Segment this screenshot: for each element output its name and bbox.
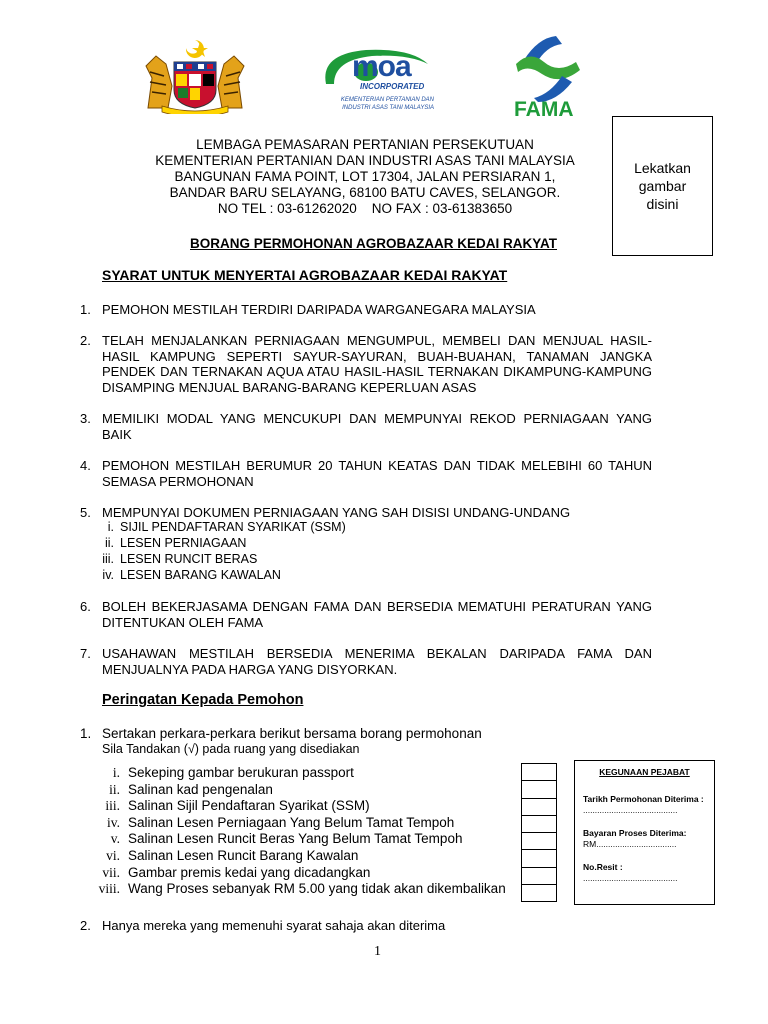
requirement-number: 2. <box>80 333 91 348</box>
requirements-heading: SYARAT UNTUK MENYERTAI AGROBAZAAR KEDAI RAKYAT <box>102 267 508 283</box>
attachment-item: iii. Salinan Sijil Pendaftaran Syarikat (SSM) <box>105 798 370 814</box>
header-line-3: BANGUNAN FAMA POINT, LOT 17304, JALAN PERSIARAN 1, <box>174 169 556 184</box>
requirement-number: 3. <box>80 411 91 426</box>
requirement-item-1 <box>80 302 652 318</box>
header-line-4: BANDAR BARU SELAYANG, 68100 BATU CAVES, SELANGOR. <box>169 185 561 200</box>
attachment-item: vi. Salinan Lesen Runcit Barang Kawalan <box>106 847 359 863</box>
attachment-checkbox[interactable] <box>522 799 556 816</box>
office-use-title: KEGUNAAN PEJABAT <box>599 767 690 777</box>
requirement-text: BOLEH BEKERJASAMA DENGAN FAMA DAN BERSEDIA MEMATUHI PERATURAN YANG DITENTUKAN OLEH FAMA <box>102 599 652 630</box>
attachment-checkbox[interactable] <box>522 850 556 867</box>
receipt-number-field[interactable]: ........................................ <box>583 873 678 883</box>
moa-incorporated: INCORPORATED <box>360 82 425 91</box>
photo-box-line-1: Lekatkan <box>634 160 691 176</box>
fee-received-field[interactable]: RM.................................. <box>583 839 677 849</box>
moa-ministry-line1: KEMENTERIAN PERTANIAN DAN <box>340 97 434 103</box>
moa-ministry-line2: INDUSTRI ASAS TANI MALAYSIA <box>342 105 434 111</box>
attachment-item: v. Salinan Lesen Runcit Beras Yang Belum Tamat Tempoh <box>110 831 463 847</box>
attachment-checkbox[interactable] <box>522 833 556 850</box>
requirement-text: PEMOHON MESTILAH TERDIRI DARIPADA WARGANEGARA MALAYSIA <box>102 302 536 317</box>
attachment-item: i. Sekeping gambar berukuran passport <box>112 765 354 780</box>
header-line-2: KEMENTERIAN PERTANIAN DAN INDUSTRI ASAS TANI MALAYSIA <box>155 153 575 168</box>
requirement-text: MEMPUNYAI DOKUMEN PERNIAGAAN YANG SAH DISISI UNDANG-UNDANG <box>102 505 571 520</box>
requirement-text: USAHAWAN MESTILAH BERSEDIA MENERIMA BEKALAN DARIPADA FAMA DAN MENJUALNYA PADA HARGA YANG DISYORKAN. <box>102 646 652 677</box>
attachment-checkbox[interactable] <box>522 885 556 902</box>
requirement-number: 6. <box>80 599 91 614</box>
requirement-item-4 <box>80 458 652 489</box>
warning-number: 2. <box>80 918 91 933</box>
attachment-item: ii. Salinan kad pengenalan <box>109 781 273 797</box>
requirement-text: PEMOHON MESTILAH BERUMUR 20 TAHUN KEATAS DAN TIDAK MELEBIHI 60 TAHUN SEMASA PERMOHONAN <box>102 458 652 489</box>
receipt-number-label: No.Resit : <box>583 862 623 872</box>
attachment-item: vii. Gambar premis kedai yang dicadangkan <box>102 864 371 880</box>
warning-number: 1. <box>80 726 92 741</box>
office-use-box <box>574 760 715 905</box>
date-received-label: Tarikh Permohonan Diterima : <box>583 794 704 804</box>
checkbox-column <box>521 763 557 902</box>
fee-received-label: Bayaran Proses Diterima: <box>583 828 687 838</box>
warning-text: Hanya mereka yang memenuhi syarat sahaja akan diterima <box>102 918 446 933</box>
attachment-checkbox[interactable] <box>522 781 556 798</box>
document-item: ii. LESEN PERNIAGAAN <box>104 536 247 550</box>
malaysia-crest-logo <box>142 38 248 114</box>
attachment-checkbox[interactable] <box>522 764 556 781</box>
requirement-number: 4. <box>80 458 91 473</box>
document-item: iii. LESEN RUNCIT BERAS <box>102 552 258 566</box>
requirement-item-2 <box>80 333 652 395</box>
requirement-item-7 <box>80 646 652 677</box>
warning-item-1 <box>80 726 482 741</box>
attachment-checkbox[interactable] <box>522 816 556 833</box>
document-item: i. SIJIL PENDAFTARAN SYARIKAT (SSM) <box>107 520 346 534</box>
photo-box-line-3: disini <box>646 196 679 212</box>
attachment-checkbox[interactable] <box>522 868 556 885</box>
header-line-5: NO TEL : 03-61262020 NO FAX : 03-61383650 <box>217 201 513 216</box>
requirement-number: 7. <box>80 646 91 661</box>
requirement-text: MEMILIKI MODAL YANG MENCUKUPI DAN MEMPUNYAI REKOD PERNIAGAAN YANG BAIK <box>102 411 652 442</box>
requirement-item-3 <box>80 411 652 442</box>
requirement-number: 1. <box>80 302 91 317</box>
header-line-1: LEMBAGA PEMASARAN PERTANIAN PERSEKUTUAN <box>196 137 534 152</box>
requirement-text: TELAH MENJALANKAN PERNIAGAAN MENGUMPUL, MEMBELI DAN MENJUAL HASIL-HASIL KAMPUNG SEPERTI SAYUR-SAYURAN, BUAH-BUAHAN, TANAMAN JANGKA PENDEK DAN TERNAKAN AQUA ATAU HASIL-HASIL TERNAKAN DIKAMPUNG-KAMPUNG DISAMPING MENJUAL BARANG-BARANG KEPERLUAN ASAS <box>102 333 652 395</box>
warning-heading: Peringatan Kepada Pemohon <box>102 692 304 708</box>
photo-box-line-2: gambar <box>638 178 687 194</box>
document-item: iv. LESEN BARANG KAWALAN <box>102 568 281 582</box>
moa-logo <box>316 44 436 116</box>
attachment-list <box>82 765 506 898</box>
attachment-item: viii. Wang Proses sebanyak RM 5.00 yang tidak akan dikembalikan <box>98 881 506 897</box>
fama-logo <box>510 32 586 122</box>
warning-item-2 <box>80 918 445 933</box>
photo-placeholder-box <box>612 116 713 256</box>
attachment-item: iv. Salinan Lesen Perniagaan Yang Belum Tamat Tempoh <box>107 814 455 830</box>
warning-text: Sertakan perkara-perkara berikut bersama borang permohonan <box>102 726 482 741</box>
tick-instruction: Sila Tandakan (√) pada ruang yang disediakan <box>102 742 360 756</box>
requirement-number: 5. <box>80 505 91 520</box>
requirement-item-6 <box>80 599 652 630</box>
fama-wordmark: FAMA <box>514 98 574 121</box>
form-title: BORANG PERMOHONAN AGROBAZAAR KEDAI RAKYAT <box>190 236 558 251</box>
document-list <box>88 519 346 583</box>
date-received-field[interactable]: ........................................ <box>583 805 678 815</box>
page-number: 1 <box>374 944 381 959</box>
moa-wordmark: moa <box>352 50 411 83</box>
